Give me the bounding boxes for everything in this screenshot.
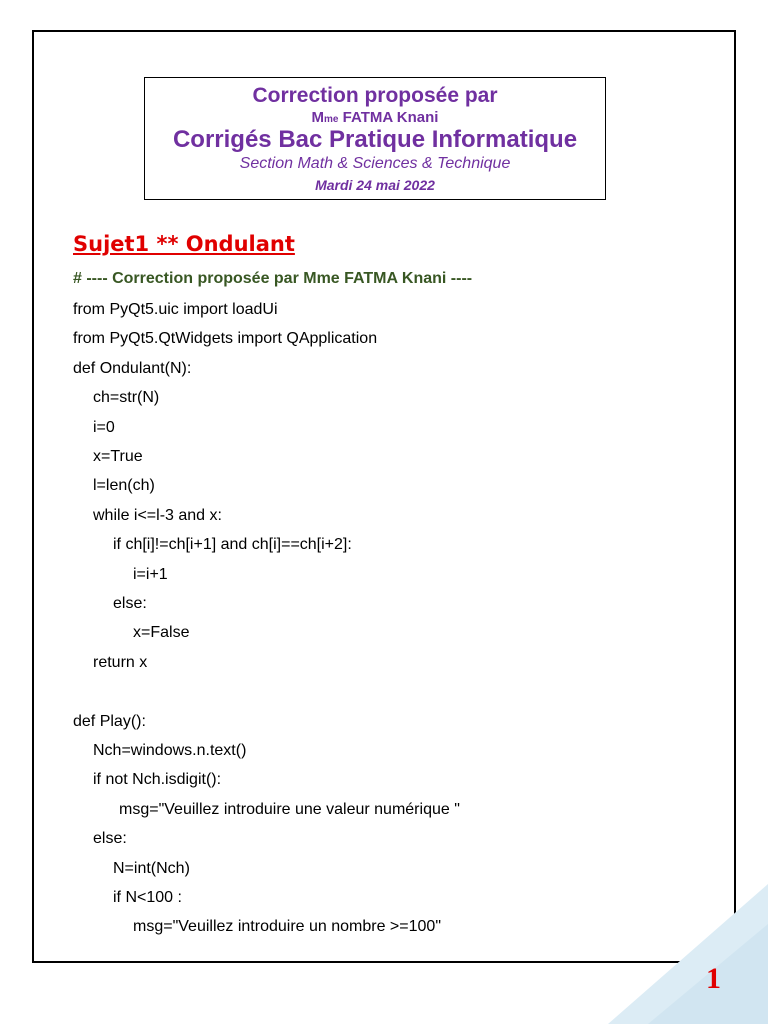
title-line-1: Correction proposée par <box>252 84 498 107</box>
page-number: 1 <box>706 962 721 995</box>
code-line: if N<100 : <box>113 889 182 906</box>
code-line: ch=str(N) <box>93 389 160 407</box>
section-line: Section Math & Sciences & Technique <box>239 155 511 172</box>
author-prefix-small: me <box>324 114 339 125</box>
date-line: Mardi 24 mai 2022 <box>315 177 435 193</box>
main-title: Corrigés Bac Pratique Informatique <box>172 126 578 153</box>
author-name: FATMA Knani <box>338 109 439 126</box>
code-line: while i<=l-3 and x: <box>93 506 222 524</box>
code-line: i=i+1 <box>133 565 168 583</box>
code-line: msg="Veuillez introduire un nombre >=100" <box>133 918 441 936</box>
code-line: from PyQt5.QtWidgets import QApplication <box>73 330 378 348</box>
code-line: from PyQt5.uic import loadUi <box>73 301 278 318</box>
code-line: else: <box>93 830 127 848</box>
code-line: l=len(ch) <box>93 477 155 495</box>
code-line: def Ondulant(N): <box>73 359 192 377</box>
code-line: return x <box>93 653 148 671</box>
author-line <box>145 109 605 126</box>
code-line: if not Nch.isdigit(): <box>93 771 222 789</box>
code-line: x=False <box>133 624 190 642</box>
code-line: else: <box>113 595 147 612</box>
code-line: i=0 <box>93 418 115 436</box>
code-line: def Play(): <box>73 712 146 730</box>
code-line: x=True <box>93 448 143 465</box>
author-prefix: M <box>311 109 325 126</box>
code-line: Nch=windows.n.text() <box>93 742 247 759</box>
code-line: msg="Veuillez introduire une valeur numérique " <box>119 800 460 818</box>
code-line: N=int(Nch) <box>113 859 190 877</box>
code-line: if ch[i]!=ch[i+1] and ch[i]==ch[i+2]: <box>113 536 352 554</box>
code-comment: # ---- Correction proposée par Mme FATMA Knani ---- <box>73 270 473 287</box>
title-box <box>144 77 606 200</box>
corner-decoration <box>608 884 768 1024</box>
subject-title: Sujet1 ** Ondulant <box>73 232 295 256</box>
